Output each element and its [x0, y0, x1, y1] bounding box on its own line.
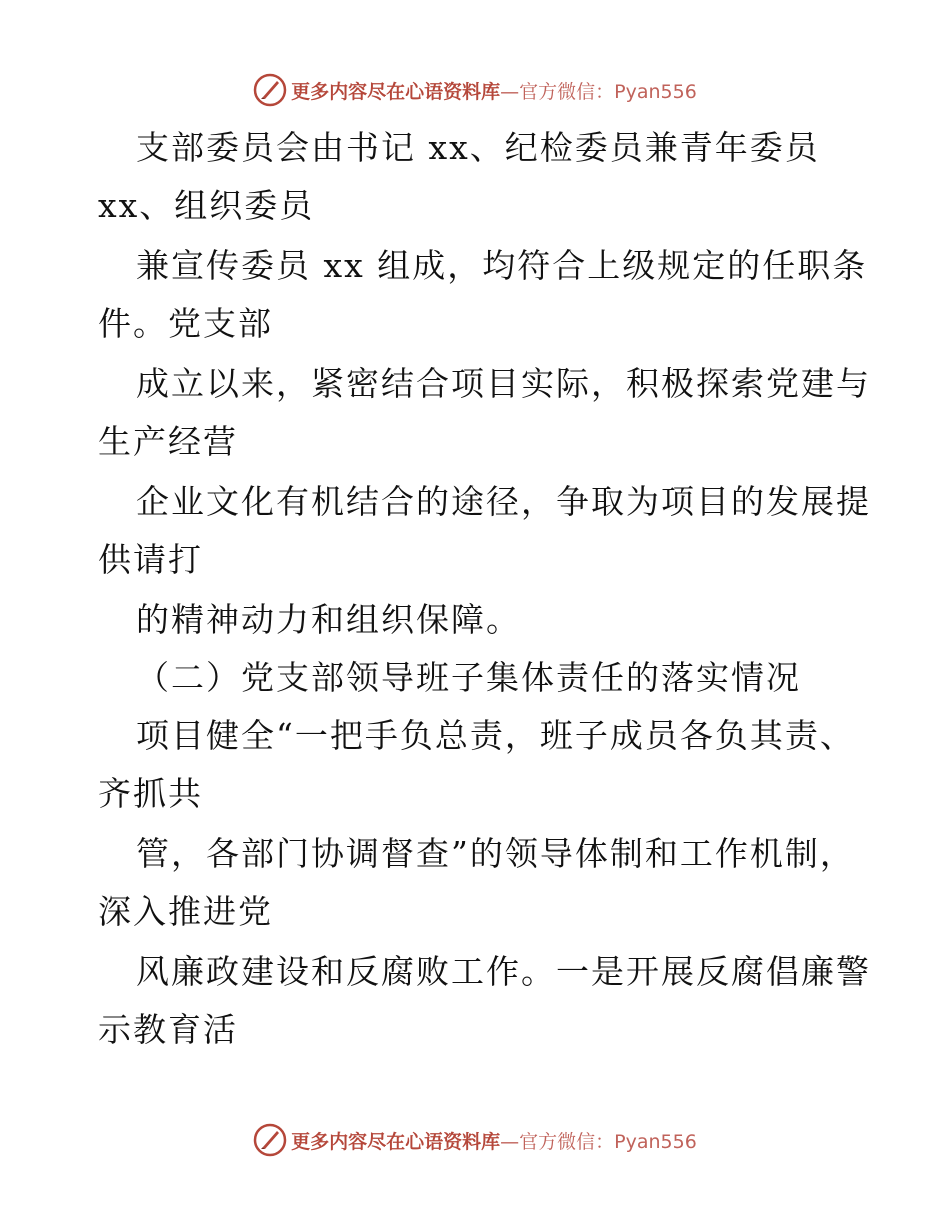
footer-banner-main: 更多内容尽在心语资料库 [291, 1130, 501, 1153]
header-banner-main: 更多内容尽在心语资料库 [291, 80, 501, 103]
body-line-5: 成立以来，紧密结合项目实际，积极探索党建与 [136, 364, 871, 403]
footer-banner-text [291, 1127, 697, 1154]
body-line-1: 支部委员会由书记 xx、纪检委员兼青年委员 [136, 128, 820, 167]
body-line-9: 的精神动力和组织保障。 [136, 600, 521, 639]
footer-banner [0, 1120, 950, 1160]
header-banner [0, 70, 950, 110]
quill-logo-icon [253, 73, 287, 107]
body-line-6: 生产经营 [98, 422, 238, 461]
footer-banner-official: 官方微信：Pyan556 [519, 1130, 697, 1153]
body-line-14: 深入推进党 [98, 892, 273, 931]
body-line-2: xx、组织委员 [98, 186, 315, 225]
section-heading: （二）党支部领导班子集体责任的落实情况 [136, 658, 801, 697]
quill-logo-icon [253, 1123, 287, 1157]
body-line-15: 风廉政建设和反腐败工作。一是开展反腐倡廉警 [136, 952, 871, 991]
header-banner-separator: — [500, 80, 520, 103]
body-line-4: 件。党支部 [98, 304, 273, 343]
footer-banner-separator: — [500, 1130, 520, 1153]
body-line-16: 示教育活 [98, 1010, 238, 1049]
header-banner-official: 官方微信：Pyan556 [519, 80, 697, 103]
body-line-13: 管，各部门协调督查”的领导体制和工作机制， [136, 834, 855, 873]
body-line-11: 项目健全“一把手负总责，班子成员各负其责、 [136, 716, 855, 755]
body-line-8: 供请打 [98, 540, 203, 579]
body-line-12: 齐抓共 [98, 774, 203, 813]
body-line-3: 兼宣传委员 xx 组成，均符合上级规定的任职条 [136, 246, 868, 285]
header-banner-text [291, 77, 697, 104]
body-line-7: 企业文化有机结合的途径，争取为项目的发展提 [136, 482, 871, 521]
